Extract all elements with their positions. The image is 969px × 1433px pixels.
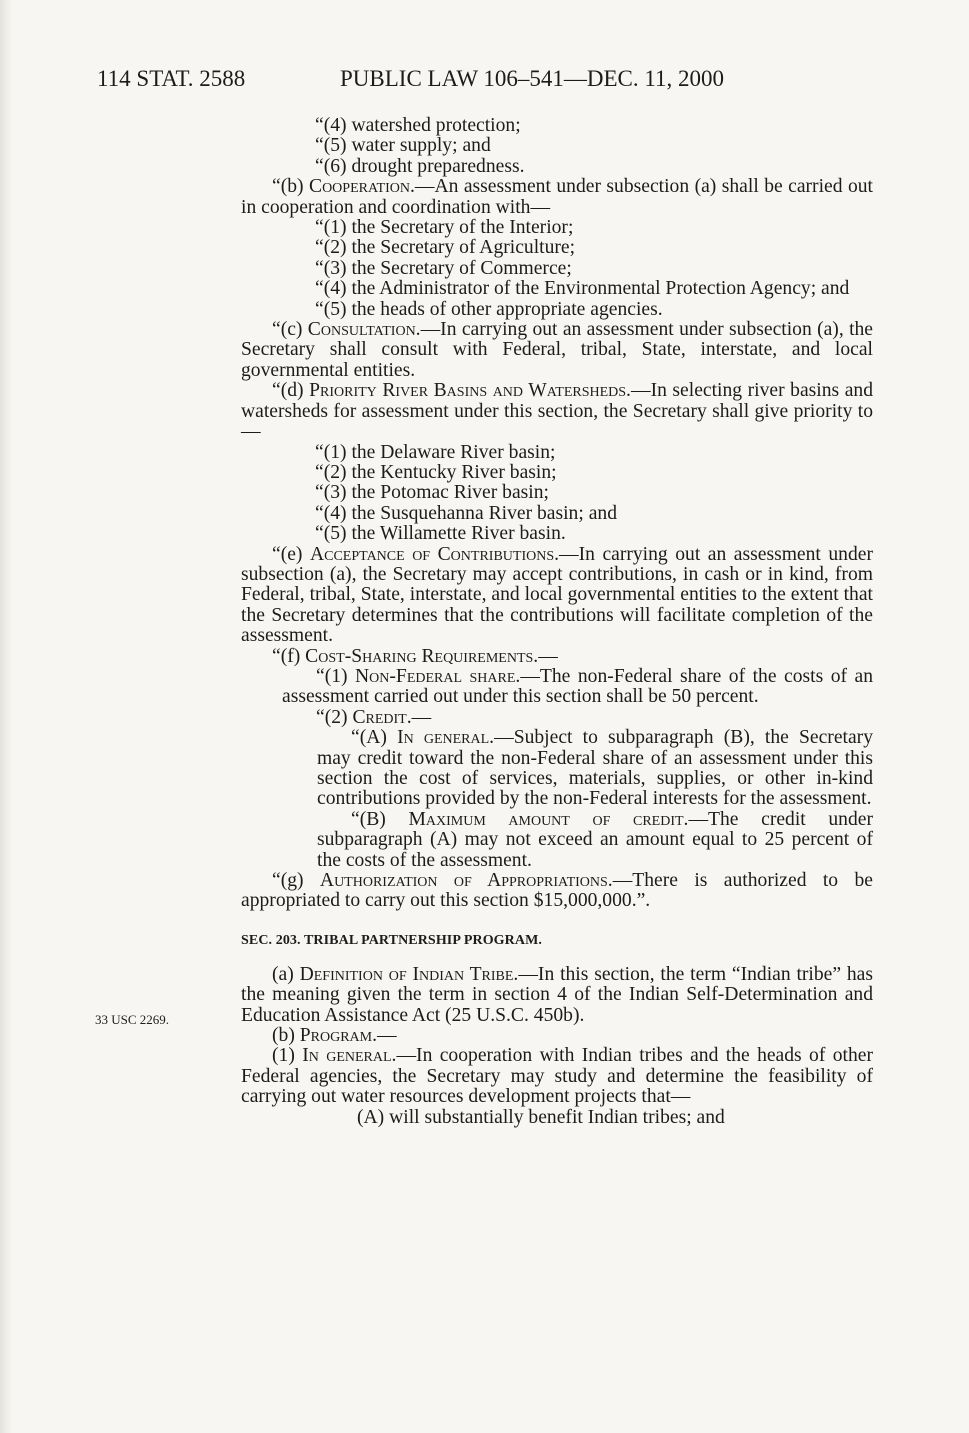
para-d2: “(2) the Kentucky River basin; [315,461,557,483]
para-a4: “(4) watershed protection; [315,115,521,136]
subpara-f2b-heading: Maximum amount of credit. [408,808,689,830]
sec203-subsection-b: (b) Program.— [272,1025,397,1047]
page-header [0,66,969,96]
section-203-heading: SEC. 203. TRIBAL PARTNERSHIP PROGRAM. [241,932,543,948]
subsection-d-heading: Priority River Basins and Watersheds. [309,380,631,402]
subsection-e-heading: Acceptance of Contributions. [309,543,560,565]
para-b4: “(4) the Administrator of the Environmental Protection Agency; and [315,278,850,300]
para-d3: “(3) the Potomac River basin; [315,482,549,504]
para-a5: “(5) water supply; and [315,135,491,157]
para-b2: “(2) the Secretary of Agriculture; [315,237,576,259]
statute-page-number: 114 STAT. 2588 [97,66,246,91]
para-d4: “(4) the Susquehanna River basin; and [315,502,617,524]
usc-margin-citation: 33 USC 2269. [95,1012,170,1027]
sec203-para-b1-heading: In general. [302,1045,397,1067]
sec203-subsection-a-heading: Definition of Indian Tribe. [299,963,519,985]
subpara-f2a: “(A) In general.—Subject to subparagraph (B), the Secretary may credit toward the non-Federal share of an assessment under this section the cost of services, materials, supplies, or other in-kind contributions provided by the non-Federal interests for the assessment. [317,727,873,810]
para-f1: “(1) Non-Federal share.—The non-Federal share of the costs of an assessment carried out under this section shall be 50 percent. [282,665,873,708]
subsection-b: “(b) Cooperation.—An assessment under subsection (a) shall be carried out in cooperation and coordination with— [241,176,874,218]
para-b3: “(3) the Secretary of Commerce; [315,257,572,279]
subsection-c-heading: Consultation. [307,319,421,341]
para-f2-heading: Credit. [352,706,412,728]
subsection-f-heading: Cost-Sharing Requirements. [305,645,539,667]
para-b5: “(5) the heads of other appropriate agencies. [315,298,663,320]
sec203-subsection-a: (a) Definition of Indian Tribe.—In this section, the term “Indian tribe” has the meaning given the term in section 4 of the Indian Self-Determination and Education Assistance Act (25 U.S.C. 450b). [241,963,874,1026]
subpara-f2a-heading: In general. [397,727,495,749]
para-f2: “(2) Credit.— [316,706,432,728]
sec203-para-b1: (1) In general.—In cooperation with Indian tribes and the heads of other Federal agencies, the Secretary may study and determine the feasibility of carrying out water resources development projects that— [241,1045,873,1108]
subsection-c: “(c) Consultation.—In carrying out an assessment under subsection (a), the Secretary shall consult with Federal, tribal, State, interstate, and local governmental entities. [241,319,874,381]
subsection-g: “(g) Authorization of Appropriations.—There is authorized to be appropriated to carry out this section $15,000,000.”. [241,870,873,912]
para-f1-heading: Non-Federal share. [355,665,521,687]
subsection-f: “(f) Cost-Sharing Requirements.— [272,645,558,667]
para-d5: “(5) the Willamette River basin. [315,523,566,545]
para-a6: “(6) drought preparedness. [315,155,525,177]
para-b1: “(1) the Secretary of the Interior; [315,217,574,239]
public-law-citation: PUBLIC LAW 106–541—DEC. 11, 2000 [340,66,725,91]
subpara-f2b: “(B) Maximum amount of credit.—The credit under subparagraph (A) may not exceed an amount equal to 25 percent of the costs of the assessment. [317,808,873,871]
body-text [241,116,873,1128]
subsection-b-heading: Cooperation. [309,176,415,198]
para-d1: “(1) the Delaware River basin; [315,441,556,463]
subsection-e: “(e) Acceptance of Contributions.—In carrying out an assessment under subsection (a), the Secretary may accept contributions, in cash or in kind, from Federal, tribal, State, interstate, and local governmental entities to the extent that the Secretary determines that the contributions will facilitate completion of the assessment. [241,543,874,647]
sec203-subsection-b-heading: Program. [299,1025,378,1047]
sec203-subpara-A: (A) will substantially benefit Indian tribes; and [357,1106,725,1128]
subsection-g-heading: Authorization of Appropriations. [319,870,613,892]
page-edge-shadow [0,0,12,1433]
subsection-d: “(d) Priority River Basins and Watersheds.—In selecting river basins and watersheds for assessment under this section, the Secretary shall give priority to— [241,380,873,443]
